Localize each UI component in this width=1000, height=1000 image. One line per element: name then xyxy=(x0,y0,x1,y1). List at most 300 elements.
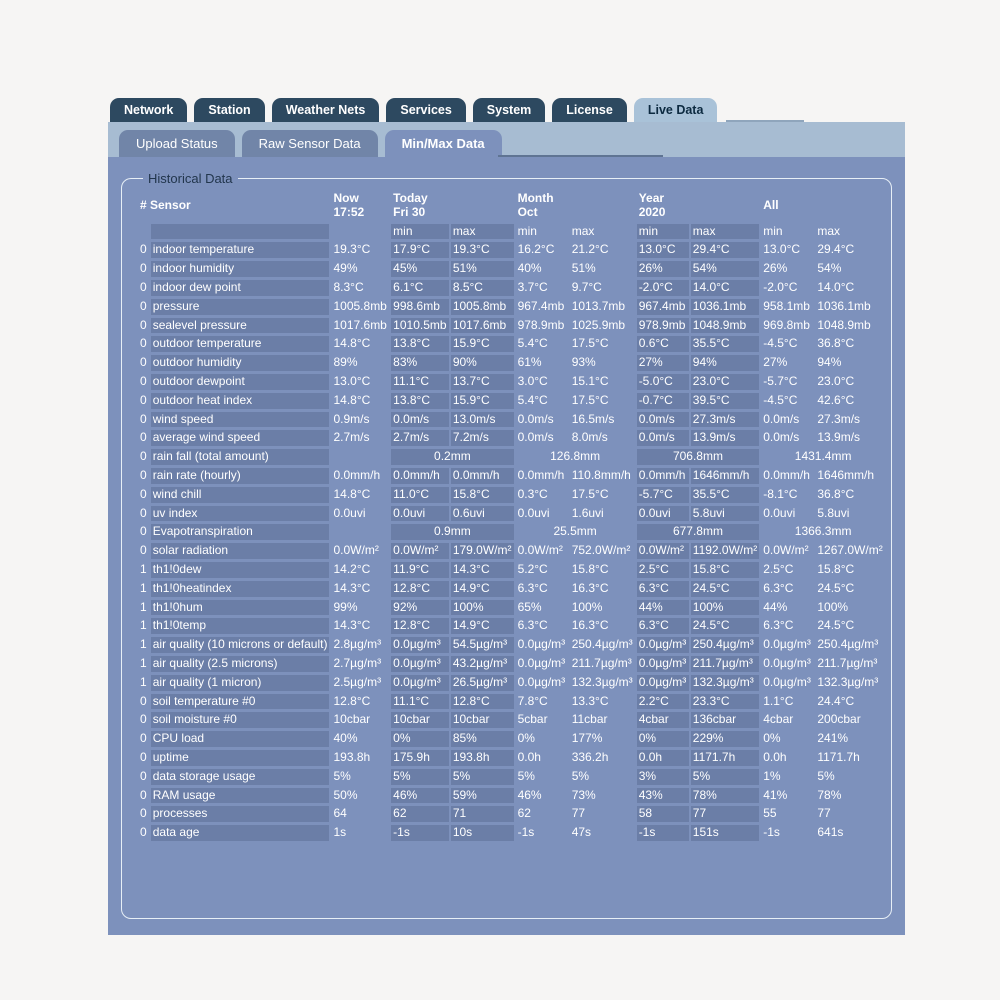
cell-value: 2.5°C xyxy=(763,561,794,576)
cell-value: 132.3µg/m³ xyxy=(817,674,879,689)
cell-value: 1036.1mb xyxy=(691,299,759,315)
sensor-number: 0 xyxy=(140,298,147,313)
live-data-panel xyxy=(108,157,905,935)
cell-value: 8.0m/s xyxy=(571,430,608,445)
sensor-number: 0 xyxy=(140,543,147,558)
cell-value: 0.0uvi xyxy=(637,506,689,522)
cell-value: 13.0°C xyxy=(637,242,689,258)
sensor-number: 0 xyxy=(140,749,147,764)
sensor-name: RAM usage xyxy=(151,788,330,804)
cell-value: 16.5m/s xyxy=(571,411,615,426)
cell-value: 15.8°C xyxy=(817,561,855,576)
cell-value: 0.0W/m² xyxy=(637,543,689,559)
cell-value: 40% xyxy=(517,261,542,276)
cell-value: 1% xyxy=(763,768,781,783)
sensor-number: 0 xyxy=(140,806,147,821)
sensor-name: indoor humidity xyxy=(151,261,330,277)
cell-value: 967.4mb xyxy=(637,299,689,315)
cell-value: 46% xyxy=(391,788,449,804)
cell-value: 77 xyxy=(691,806,759,822)
cell-value: 39.5°C xyxy=(691,393,759,409)
cell-value: 14.9°C xyxy=(451,618,514,634)
table-row xyxy=(138,468,885,484)
cell-today-total: 0.2mm xyxy=(391,449,513,465)
cell-now: 0.0mm/h xyxy=(333,467,381,482)
table-row xyxy=(138,355,885,371)
cell-value: 15.8°C xyxy=(691,562,759,578)
cell-value: 92% xyxy=(391,600,449,616)
sensor-name: air quality (2.5 microns) xyxy=(151,656,330,672)
table-row xyxy=(138,637,885,653)
sensor-number: 1 xyxy=(140,655,147,670)
cell-value: 0.0W/m² xyxy=(391,543,449,559)
tab-live-data[interactable]: Live Data xyxy=(634,98,718,122)
cell-value: 13.0m/s xyxy=(451,412,514,428)
table-row xyxy=(138,694,885,710)
table-row xyxy=(138,769,885,785)
cell-now xyxy=(331,449,389,465)
cell-value: -1s xyxy=(637,825,689,841)
sensor-name: pressure xyxy=(151,299,330,315)
table-row xyxy=(138,412,885,428)
cell-value: 1.1°C xyxy=(763,693,794,708)
cell-value: 36.8°C xyxy=(817,486,855,501)
subtab-raw-sensor-data[interactable]: Raw Sensor Data xyxy=(242,130,378,157)
cell-value: 0.0uvi xyxy=(517,505,550,520)
subtab-underline xyxy=(498,155,663,157)
cell-value: 241% xyxy=(817,731,849,746)
cell-value: 27.3m/s xyxy=(817,411,861,426)
cell-value: 62 xyxy=(391,806,449,822)
col-header-now: Now 17:52 xyxy=(333,191,365,219)
cell-value: 13.3°C xyxy=(571,693,609,708)
cell-value: 26% xyxy=(637,261,689,277)
cell-value: 13.7°C xyxy=(451,374,514,390)
cell-value: 0.0W/m² xyxy=(517,543,563,558)
table-row xyxy=(138,750,885,766)
sensor-number: 0 xyxy=(140,392,147,407)
cell-now: 1017.6mb xyxy=(333,317,387,332)
sensor-name: wind chill xyxy=(151,487,330,503)
minmax-table xyxy=(136,188,887,844)
cell-value: 44% xyxy=(637,600,689,616)
sensor-name: sealevel pressure xyxy=(151,318,330,334)
cell-value: 250.4µg/m³ xyxy=(817,637,879,652)
tab-station[interactable]: Station xyxy=(194,98,264,122)
cell-value: 24.5°C xyxy=(817,618,855,633)
sensor-name: outdoor temperature xyxy=(151,336,330,352)
cell-now: 8.3°C xyxy=(333,279,364,294)
cell-value: 26.5µg/m³ xyxy=(451,675,514,691)
subtab-upload-status[interactable]: Upload Status xyxy=(119,130,235,157)
cell-value: 12.8°C xyxy=(451,694,514,710)
cell-value: 17.5°C xyxy=(571,336,609,351)
cell-value: 177% xyxy=(571,731,603,746)
cell-value: 27% xyxy=(637,355,689,371)
cell-value: 0% xyxy=(391,731,449,747)
cell-value: 5% xyxy=(391,769,449,785)
minmax-table-body xyxy=(138,191,885,841)
cell-value: 0.0µg/m³ xyxy=(517,637,566,652)
cell-value: 6.3°C xyxy=(517,580,548,595)
cell-value: 4cbar xyxy=(637,712,689,728)
cell-value: 65% xyxy=(517,599,542,614)
cell-value: -5.7°C xyxy=(763,373,798,388)
cell-value: 13.8°C xyxy=(391,336,449,352)
cell-value: 0.0mm/h xyxy=(517,467,565,482)
cell-value: 16.3°C xyxy=(571,580,609,595)
cell-value: 0.0m/s xyxy=(637,430,689,446)
table-row xyxy=(138,806,885,822)
table-row xyxy=(138,487,885,503)
cell-value: 0.0µg/m³ xyxy=(763,674,811,689)
cell-now: 50% xyxy=(333,787,358,802)
cell-value: 42.6°C xyxy=(817,392,855,407)
table-row xyxy=(138,430,885,446)
sensor-name: wind speed xyxy=(151,412,330,428)
cell-value: 1013.7mb xyxy=(571,298,626,313)
table-row xyxy=(138,393,885,409)
tab-license[interactable]: License xyxy=(552,98,627,122)
cell-now: 14.8°C xyxy=(333,392,371,407)
cell-value: 94% xyxy=(817,355,842,370)
sub-tab-bar xyxy=(108,122,905,157)
cell-value: 23.0°C xyxy=(817,373,855,388)
cell-year-total: 706.8mm xyxy=(637,449,760,465)
cell-value: 0.0mm/h xyxy=(391,468,449,484)
cell-value: -2.0°C xyxy=(763,279,798,294)
cell-value: 0.0µg/m³ xyxy=(391,656,449,672)
cell-value: 5% xyxy=(571,768,590,783)
cell-value: 250.4µg/m³ xyxy=(691,637,759,653)
cell-value: 0.0mm/h xyxy=(451,468,514,484)
cell-value: 77 xyxy=(571,806,586,821)
sensor-number: 0 xyxy=(140,242,147,257)
cell-value: 0% xyxy=(763,731,781,746)
cell-value: 0.0µg/m³ xyxy=(763,655,811,670)
table-row xyxy=(138,825,885,841)
table-row xyxy=(138,543,885,559)
cell-value: 0.0m/s xyxy=(637,412,689,428)
year-max-header: max xyxy=(691,224,759,240)
cell-value: 62 xyxy=(517,806,531,821)
cell-value: 0.0W/m² xyxy=(763,543,809,558)
cell-value: 978.9mb xyxy=(637,318,689,334)
sensor-name: data storage usage xyxy=(151,769,330,785)
cell-value: -4.5°C xyxy=(763,336,798,351)
cell-value: 5.2°C xyxy=(517,561,548,576)
cell-value: 0.0uvi xyxy=(763,505,796,520)
cell-value: -5.7°C xyxy=(637,487,689,503)
cell-value: 13.0°C xyxy=(763,242,801,257)
tab-weather-nets[interactable]: Weather Nets xyxy=(272,98,380,122)
cell-value: 23.0°C xyxy=(691,374,759,390)
cell-value: 78% xyxy=(817,787,842,802)
cell-value: 11.1°C xyxy=(391,374,449,390)
cell-month-total: 25.5mm xyxy=(553,524,597,539)
cell-value: 14.3°C xyxy=(451,562,514,578)
cell-value: 17.5°C xyxy=(571,392,609,407)
cell-value: 0.0h xyxy=(517,749,541,764)
cell-value: 24.4°C xyxy=(817,693,855,708)
cell-value: 14.0°C xyxy=(817,279,855,294)
sensor-number: 0 xyxy=(140,768,147,783)
cell-now: 0.0W/m² xyxy=(333,543,379,558)
sensor-number: 0 xyxy=(140,712,147,727)
cell-value: 24.5°C xyxy=(691,581,759,597)
sensor-name: Evapotranspiration xyxy=(151,524,330,540)
cell-now: 0.0uvi xyxy=(333,505,366,520)
cell-value: 12.8°C xyxy=(391,581,449,597)
cell-now: 14.8°C xyxy=(333,486,371,501)
cell-value: 1010.5mb xyxy=(391,318,449,334)
table-row xyxy=(138,506,885,522)
cell-now: 1s xyxy=(333,825,347,840)
cell-value: 11.0°C xyxy=(391,487,449,503)
sensor-number: 1 xyxy=(140,580,147,595)
cell-now: 14.8°C xyxy=(333,336,371,351)
cell-value: 967.4mb xyxy=(517,298,565,313)
cell-value: 54% xyxy=(691,261,759,277)
table-row xyxy=(138,261,885,277)
cell-value: 15.8°C xyxy=(451,487,514,503)
sensor-name: outdoor heat index xyxy=(151,393,330,409)
sensor-number: 0 xyxy=(140,336,147,351)
cell-now: 14.3°C xyxy=(333,580,371,595)
cell-now: 1005.8mb xyxy=(333,298,387,313)
cell-value: 0.0m/s xyxy=(763,430,800,445)
cell-value: 179.0W/m² xyxy=(451,543,514,559)
cell-value: 0.6uvi xyxy=(451,506,514,522)
table-row xyxy=(138,656,885,672)
cell-value: 998.6mb xyxy=(391,299,449,315)
sensor-number: 0 xyxy=(140,355,147,370)
sensor-number: 0 xyxy=(140,279,147,294)
cell-value: 110.8mm/h xyxy=(571,467,631,482)
month-max-header: max xyxy=(571,223,595,238)
cell-value: 13.9m/s xyxy=(691,430,759,446)
cell-value: 100% xyxy=(451,600,514,616)
cell-value: 23.3°C xyxy=(691,694,759,710)
cell-value: 0.0uvi xyxy=(391,506,449,522)
minmax-header-row xyxy=(138,224,885,240)
cell-value: 51% xyxy=(571,261,596,276)
sensor-name: th1!0temp xyxy=(151,618,330,634)
cell-value: 61% xyxy=(517,355,542,370)
table-row xyxy=(138,618,885,634)
cell-now: 2.8µg/m³ xyxy=(333,637,382,652)
cell-value: 45% xyxy=(391,261,449,277)
sensor-number: 0 xyxy=(140,505,147,520)
sensor-number: 0 xyxy=(140,411,147,426)
cell-value: 17.5°C xyxy=(571,486,609,501)
historical-data-legend: Historical Data xyxy=(148,171,233,186)
cell-value: 93% xyxy=(571,355,596,370)
tab-network[interactable]: Network xyxy=(110,98,187,122)
sensor-name: outdoor dewpoint xyxy=(151,374,330,390)
cell-value: 78% xyxy=(691,788,759,804)
cell-value: 14.9°C xyxy=(451,581,514,597)
sensor-name: processes xyxy=(151,806,330,822)
cell-value: 0.0m/s xyxy=(763,411,800,426)
sensor-number: 1 xyxy=(140,618,147,633)
cell-value: 175.9h xyxy=(391,750,449,766)
cell-value: 6.3°C xyxy=(763,618,794,633)
cell-value: 0.3°C xyxy=(517,486,548,501)
cell-value: 0.6°C xyxy=(637,336,689,352)
sensor-number: 0 xyxy=(140,317,147,332)
cell-value: 16.3°C xyxy=(571,618,609,633)
table-row xyxy=(138,374,885,390)
sensor-name: indoor temperature xyxy=(151,242,330,258)
cell-value: 1267.0W/m² xyxy=(817,543,883,558)
main-tab-bar xyxy=(108,96,905,122)
table-row xyxy=(138,788,885,804)
cell-value: 8.5°C xyxy=(451,280,514,296)
table-row xyxy=(138,524,885,540)
sensor-number: 1 xyxy=(140,561,147,576)
cell-value: 1005.8mb xyxy=(451,299,514,315)
cell-value: 15.1°C xyxy=(571,373,609,388)
cell-value: 2.7m/s xyxy=(391,430,449,446)
cell-now: 2.7m/s xyxy=(333,430,370,445)
cell-value: 35.5°C xyxy=(691,336,759,352)
today-max-header: max xyxy=(451,224,514,240)
cell-value: 0.0m/s xyxy=(517,411,554,426)
tab-system[interactable]: System xyxy=(473,98,545,122)
cell-value: -1s xyxy=(517,825,535,840)
cell-year-total: 677.8mm xyxy=(637,524,760,540)
cell-value: 5% xyxy=(691,769,759,785)
cell-value: 0.0mm/h xyxy=(637,468,689,484)
cell-value: 19.3°C xyxy=(451,242,514,258)
cell-value: 1192.0W/m² xyxy=(692,543,758,558)
sensor-name: soil moisture #0 xyxy=(151,712,330,728)
cell-value: 51% xyxy=(451,261,514,277)
cell-value: 100% xyxy=(571,599,603,614)
cell-value: 11.9°C xyxy=(391,562,449,578)
sensor-name: th1!0hum xyxy=(151,600,330,616)
cell-value: 752.0W/m² xyxy=(571,543,631,558)
cell-now: 40% xyxy=(333,731,358,746)
cell-value: 336.2h xyxy=(571,749,609,764)
cell-value: 29.4°C xyxy=(817,242,855,257)
cell-now: 14.2°C xyxy=(333,561,371,576)
cell-now: 19.3°C xyxy=(333,242,371,257)
cell-value: -4.5°C xyxy=(763,392,798,407)
cell-now: 99% xyxy=(333,599,358,614)
cell-now: 64 xyxy=(333,806,347,821)
cell-value: 24.5°C xyxy=(817,580,855,595)
sensor-number: 0 xyxy=(140,261,147,276)
cell-value: 5% xyxy=(817,768,835,783)
sensor-number: 0 xyxy=(140,731,147,746)
cell-value: 151s xyxy=(691,825,759,841)
cell-value: 100% xyxy=(691,600,759,616)
cell-today-total: 0.9mm xyxy=(391,524,513,540)
cell-value: 211.7µg/m³ xyxy=(691,656,759,672)
cell-value: 0.0µg/m³ xyxy=(763,637,811,652)
cell-value: 85% xyxy=(451,731,514,747)
group-header-row xyxy=(138,191,885,221)
cell-value: 11.1°C xyxy=(391,694,449,710)
sensor-name: soil temperature #0 xyxy=(151,694,330,710)
cell-value: 77 xyxy=(817,806,831,821)
cell-value: 6.3°C xyxy=(517,618,548,633)
sensor-name: th1!0dew xyxy=(151,562,330,578)
cell-value: 5% xyxy=(451,769,514,785)
cell-value: 94% xyxy=(691,355,759,371)
cell-value: 41% xyxy=(763,787,788,802)
col-header-year: Year 2020 xyxy=(638,191,666,219)
tab-services[interactable]: Services xyxy=(386,98,465,122)
spacer-cell xyxy=(138,224,149,240)
sensor-number: 1 xyxy=(140,637,147,652)
sensor-number: 0 xyxy=(140,787,147,802)
cell-value: 90% xyxy=(451,355,514,371)
cell-value: 6.1°C xyxy=(391,280,449,296)
cell-value: 1.6uvi xyxy=(571,505,604,520)
cell-value: 27% xyxy=(763,355,788,370)
cell-now: 89% xyxy=(333,355,358,370)
sensor-number: 0 xyxy=(140,825,147,840)
year-min-header: min xyxy=(637,224,689,240)
sensor-number: 0 xyxy=(140,486,147,501)
col-header-today: Today Fri 30 xyxy=(393,191,428,219)
sensor-number: 0 xyxy=(140,449,147,464)
cell-value: 193.8h xyxy=(451,750,514,766)
cell-value: 5.4°C xyxy=(517,336,548,351)
cell-now: 2.7µg/m³ xyxy=(333,655,382,670)
cell-now xyxy=(331,524,389,540)
subtab-min-max-data[interactable]: Min/Max Data xyxy=(385,130,502,157)
cell-value: 7.8°C xyxy=(517,693,548,708)
cell-value: 1036.1mb xyxy=(817,298,871,313)
cell-value: 3.7°C xyxy=(517,279,548,294)
cell-value: 1171.7h xyxy=(817,749,860,764)
now-header-blank xyxy=(331,224,389,240)
table-row xyxy=(138,318,885,334)
sensor-number: 0 xyxy=(140,693,147,708)
cell-value: 15.9°C xyxy=(451,393,514,409)
sensor-number: 1 xyxy=(140,674,147,689)
sensor-number: 1 xyxy=(140,599,147,614)
table-row xyxy=(138,280,885,296)
today-min-header: min xyxy=(391,224,449,240)
cell-value: 36.8°C xyxy=(817,336,855,351)
cell-now: 14.3°C xyxy=(333,618,371,633)
table-row xyxy=(138,712,885,728)
cell-now: 0.9m/s xyxy=(333,411,370,426)
cell-value: 100% xyxy=(817,599,849,614)
cell-value: 3% xyxy=(637,769,689,785)
table-row xyxy=(138,242,885,258)
table-row xyxy=(138,731,885,747)
cell-now: 5% xyxy=(333,768,351,783)
sensor-name: air quality (10 microns or default) xyxy=(152,637,328,652)
cell-value: 71 xyxy=(451,806,514,822)
sensor-name: air quality (1 micron) xyxy=(151,675,330,691)
cell-value: 55 xyxy=(763,806,777,821)
cell-value: 12.8°C xyxy=(391,618,449,634)
cell-value: 0.0mm/h xyxy=(763,467,810,482)
cell-value: 3.0°C xyxy=(517,373,548,388)
cell-value: 54% xyxy=(817,261,842,276)
cell-value: 29.4°C xyxy=(691,242,759,258)
sensor-header-blank xyxy=(151,224,330,240)
cell-value: 200cbar xyxy=(817,712,861,727)
cell-value: -5.0°C xyxy=(637,374,689,390)
